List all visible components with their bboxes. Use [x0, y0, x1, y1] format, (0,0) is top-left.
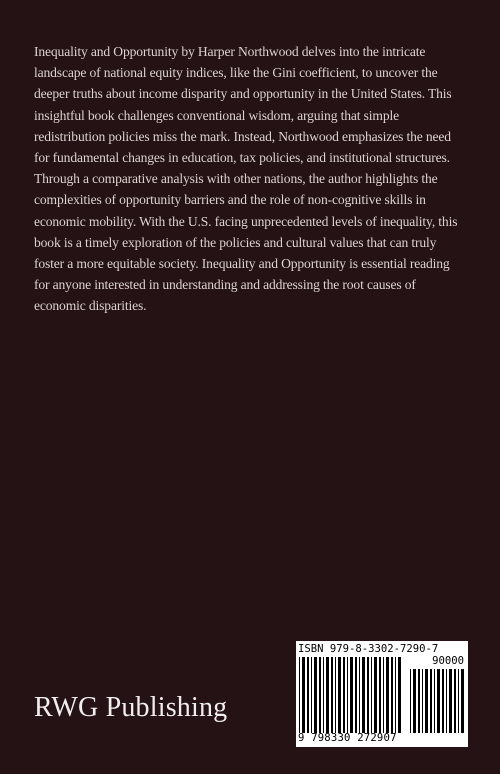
ean-digits: 9 798330 272907: [298, 732, 397, 744]
barcode-bar: [335, 657, 336, 733]
publisher-name: RWG Publishing: [34, 692, 228, 723]
barcode-bar: [383, 657, 384, 733]
barcode-bar: [371, 657, 372, 733]
barcode-bar: [355, 657, 357, 733]
barcode-bar: [386, 657, 389, 733]
barcode-bar: [422, 669, 423, 733]
barcode-bar: [331, 657, 333, 733]
barcode-bar: [434, 669, 435, 733]
barcode-bar: [311, 657, 312, 733]
isbn-barcode: [296, 641, 468, 747]
barcode-bar: [319, 657, 321, 733]
barcode-bar: [338, 657, 341, 733]
barcode-bar: [314, 657, 317, 733]
barcode-bar: [418, 669, 420, 733]
barcode-bar: [413, 669, 416, 733]
barcode-bar: [430, 669, 432, 733]
barcode-bar: [458, 669, 459, 733]
barcode-bar: [379, 657, 381, 733]
price-code: 90000: [432, 655, 464, 667]
barcode-bar: [299, 657, 300, 733]
barcode-bar: [391, 657, 393, 733]
barcode-bar: [449, 669, 452, 733]
barcode-bar: [359, 657, 360, 733]
barcode-bar: [302, 657, 305, 733]
barcode-bar: [437, 669, 440, 733]
barcode-bar: [446, 669, 447, 733]
barcode-bar: [398, 657, 401, 733]
book-description: Inequality and Opportunity by Harper Northwood delves into the intricate landscape of national equity indices, like the Gini coefficient, to uncover the deeper truths about income disparity and opportunity in the United States. This insightful book challenges conventional wisdom, arguing that simple redistribution policies miss the mark. Instead, Northwood emphasizes the need for fundamental changes in education, tax policies, and institutional structures. Through a comparative analysis with other nations, the author highlights the complexities of opportunity barriers and the role of non-cognitive skills in economic mobility. With the U.S. facing unprecedented levels of inequality, this book is a timely exploration of the policies and cultural values that can truly foster a more equitable society. Inequality and Opportunity is essential reading for anyone interested in understanding and addressing the root causes of economic disparities.: [34, 44, 458, 314]
barcode-bar: [395, 657, 396, 733]
barcode-bar: [410, 669, 411, 733]
barcode-bar: [347, 657, 348, 733]
barcode-bar: [350, 657, 353, 733]
barcode-bar: [374, 657, 377, 733]
barcode-bar: [362, 657, 365, 733]
barcode-bar: [367, 657, 369, 733]
barcode-bar: [326, 657, 329, 733]
isbn-label: ISBN 979-8-3302-7290-7: [298, 643, 439, 655]
barcode-bar: [307, 657, 309, 733]
barcode-bar: [461, 669, 464, 733]
barcode-bar: [454, 669, 456, 733]
barcode-bar: [425, 669, 428, 733]
barcode-bar: [343, 657, 345, 733]
barcode-bar: [323, 657, 324, 733]
barcode-bar: [442, 669, 444, 733]
